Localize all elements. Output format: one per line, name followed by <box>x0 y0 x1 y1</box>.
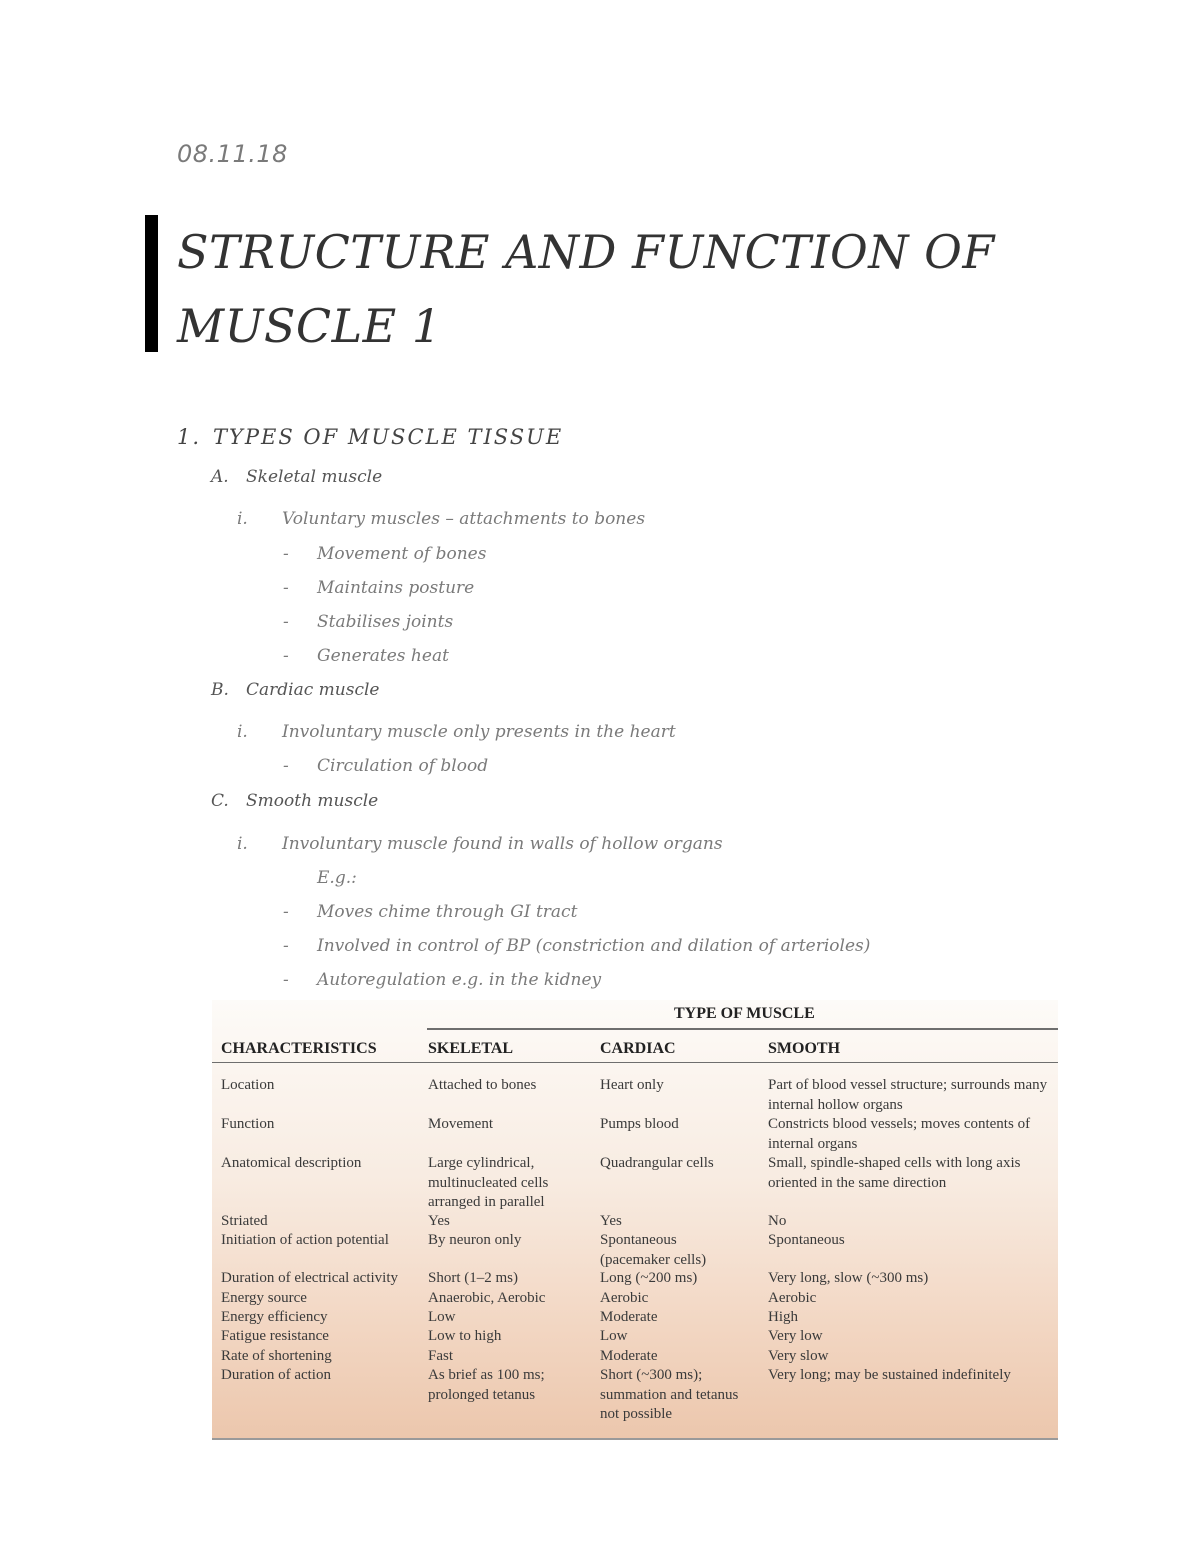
table-cell: By neuron only <box>428 1232 522 1248</box>
table-cell: Location <box>221 1077 275 1093</box>
bullet-dash: - <box>283 578 289 598</box>
document-title <box>177 215 1077 363</box>
bullet-item <box>283 902 577 922</box>
table-cell: Very low <box>768 1328 823 1344</box>
bullet-dash: - <box>283 612 289 632</box>
bullet-dash: - <box>283 902 289 922</box>
table-cell: Large cylindrical, multinucleated cells arranged in parallel <box>428 1155 549 1210</box>
table-cell: Aerobic <box>768 1290 817 1306</box>
table-cell: Spontaneous <box>768 1232 845 1248</box>
bullet-item <box>283 646 449 666</box>
section-title: TYPES OF MUSCLE TISSUE <box>213 425 564 449</box>
table-cell: Yes <box>428 1213 450 1229</box>
bullet-item <box>283 970 601 990</box>
table-cell: Heart only <box>600 1077 664 1093</box>
bullet-item <box>283 544 486 564</box>
outline-marker: C. <box>211 791 229 811</box>
section-number: 1. <box>177 425 202 449</box>
bullet-item <box>283 936 870 956</box>
table-cell: Constricts blood vessels; moves contents of internal organs <box>768 1116 1031 1152</box>
table-cell: Part of blood vessel structure; surrounds many internal hollow organs <box>768 1077 1048 1113</box>
bullet-dash: - <box>283 544 289 564</box>
bullet-text: Autoregulation e.g. in the kidney <box>317 970 602 990</box>
column-header: SMOOTH <box>768 1040 841 1057</box>
table-cell: Short (1–2 ms) <box>428 1270 518 1286</box>
bullet-text: Moves chime through GI tract <box>317 902 578 922</box>
bullet-dash: - <box>283 970 289 990</box>
table-cell: Anaerobic, Aerobic <box>428 1290 546 1306</box>
title-line-1: STRUCTURE AND FUNCTION OF <box>177 225 995 279</box>
bullet-text: Stabilises joints <box>317 612 454 632</box>
table-cell: Quadrangular cells <box>600 1155 714 1171</box>
outline-label: Cardiac muscle <box>246 680 380 700</box>
column-header: CARDIAC <box>600 1040 676 1057</box>
table-cell: Fatigue resistance <box>221 1328 329 1344</box>
document-date: 08.11.18 <box>177 140 288 168</box>
table-cell: Very slow <box>768 1348 829 1364</box>
bullet-dash: - <box>283 756 289 776</box>
table-cell: Low <box>428 1309 456 1325</box>
table-cell: Duration of electrical activity <box>221 1270 399 1286</box>
table-cell: Movement <box>428 1116 493 1132</box>
point-marker: i. <box>237 834 248 854</box>
table-cell: Low <box>600 1328 628 1344</box>
table-cell: Fast <box>428 1348 454 1364</box>
table-cell: Attached to bones <box>428 1077 537 1093</box>
outline-point <box>237 722 676 742</box>
table-cell: Moderate <box>600 1348 658 1364</box>
table-cell: Function <box>221 1116 275 1132</box>
table-cell: Long (~200 ms) <box>600 1270 698 1286</box>
table-cell: Aerobic <box>600 1290 649 1306</box>
header-rule <box>212 1062 1058 1063</box>
point-marker: i. <box>237 509 248 529</box>
bullet-text: Maintains posture <box>317 578 475 598</box>
outline-item-smooth <box>211 791 378 811</box>
point-text: Involuntary muscle only presents in the heart <box>282 722 676 742</box>
table-cell: Short (~300 ms); summation and tetanus not possible <box>600 1367 739 1422</box>
table-cell: Striated <box>221 1213 268 1229</box>
table-cell: As brief as 100 ms; prolonged tetanus <box>428 1367 545 1403</box>
table-cell: High <box>768 1309 798 1325</box>
table-cell: Rate of shortening <box>221 1348 332 1364</box>
outline-point <box>237 509 645 529</box>
table-cell: Moderate <box>600 1309 658 1325</box>
table-cell: Low to high <box>428 1328 502 1344</box>
column-header: SKELETAL <box>428 1040 514 1057</box>
bullet-text: Generates heat <box>317 646 449 666</box>
bullet-item <box>283 578 474 598</box>
table-cell: No <box>768 1213 787 1229</box>
table-cell: Energy efficiency <box>221 1309 328 1325</box>
title-line-2: MUSCLE 1 <box>177 299 442 353</box>
table-group-header: TYPE OF MUSCLE <box>674 1005 815 1022</box>
table-cell: Very long, slow (~300 ms) <box>768 1270 929 1286</box>
outline-item-skeletal <box>211 467 382 487</box>
table-cell: Very long; may be sustained indefinitely <box>768 1367 1011 1383</box>
point-marker: i. <box>237 722 248 742</box>
table-cell: Initiation of action potential <box>221 1232 389 1248</box>
table-cell: Anatomical description <box>221 1155 362 1171</box>
outline-marker: A. <box>211 467 229 487</box>
bullet-dash: - <box>283 646 289 666</box>
outline-label: Skeletal muscle <box>246 467 383 487</box>
outline-marker: B. <box>211 680 229 700</box>
muscle-comparison-table <box>212 1000 1058 1440</box>
point-text: Involuntary muscle found in walls of hollow organs <box>282 834 723 854</box>
bullet-text: Movement of bones <box>317 544 487 564</box>
outline-point <box>237 834 723 854</box>
bullet-item <box>283 756 488 776</box>
section-heading <box>177 425 563 449</box>
outline-item-cardiac <box>211 680 379 700</box>
table-cell: Small, spindle-shaped cells with long axis oriented in the same direction <box>768 1155 1021 1191</box>
table-cell: Spontaneous (pacemaker cells) <box>600 1232 707 1268</box>
group-header-rule <box>427 1028 1058 1030</box>
bullet-text: Involved in control of BP (constriction and dilation of arterioles) <box>317 936 871 956</box>
outline-label: Smooth muscle <box>246 791 379 811</box>
table-cell: Duration of action <box>221 1367 331 1383</box>
example-label: E.g.: <box>317 868 357 888</box>
table-cell: Pumps blood <box>600 1116 679 1132</box>
bullet-item <box>283 612 453 632</box>
column-header: CHARACTERISTICS <box>221 1040 377 1057</box>
point-text: Voluntary muscles – attachments to bones <box>282 509 646 529</box>
table-cell: Yes <box>600 1213 622 1229</box>
bullet-dash: - <box>283 936 289 956</box>
bullet-text: Circulation of blood <box>317 756 489 776</box>
title-accent-bar <box>145 215 158 352</box>
table-cell: Energy source <box>221 1290 307 1306</box>
